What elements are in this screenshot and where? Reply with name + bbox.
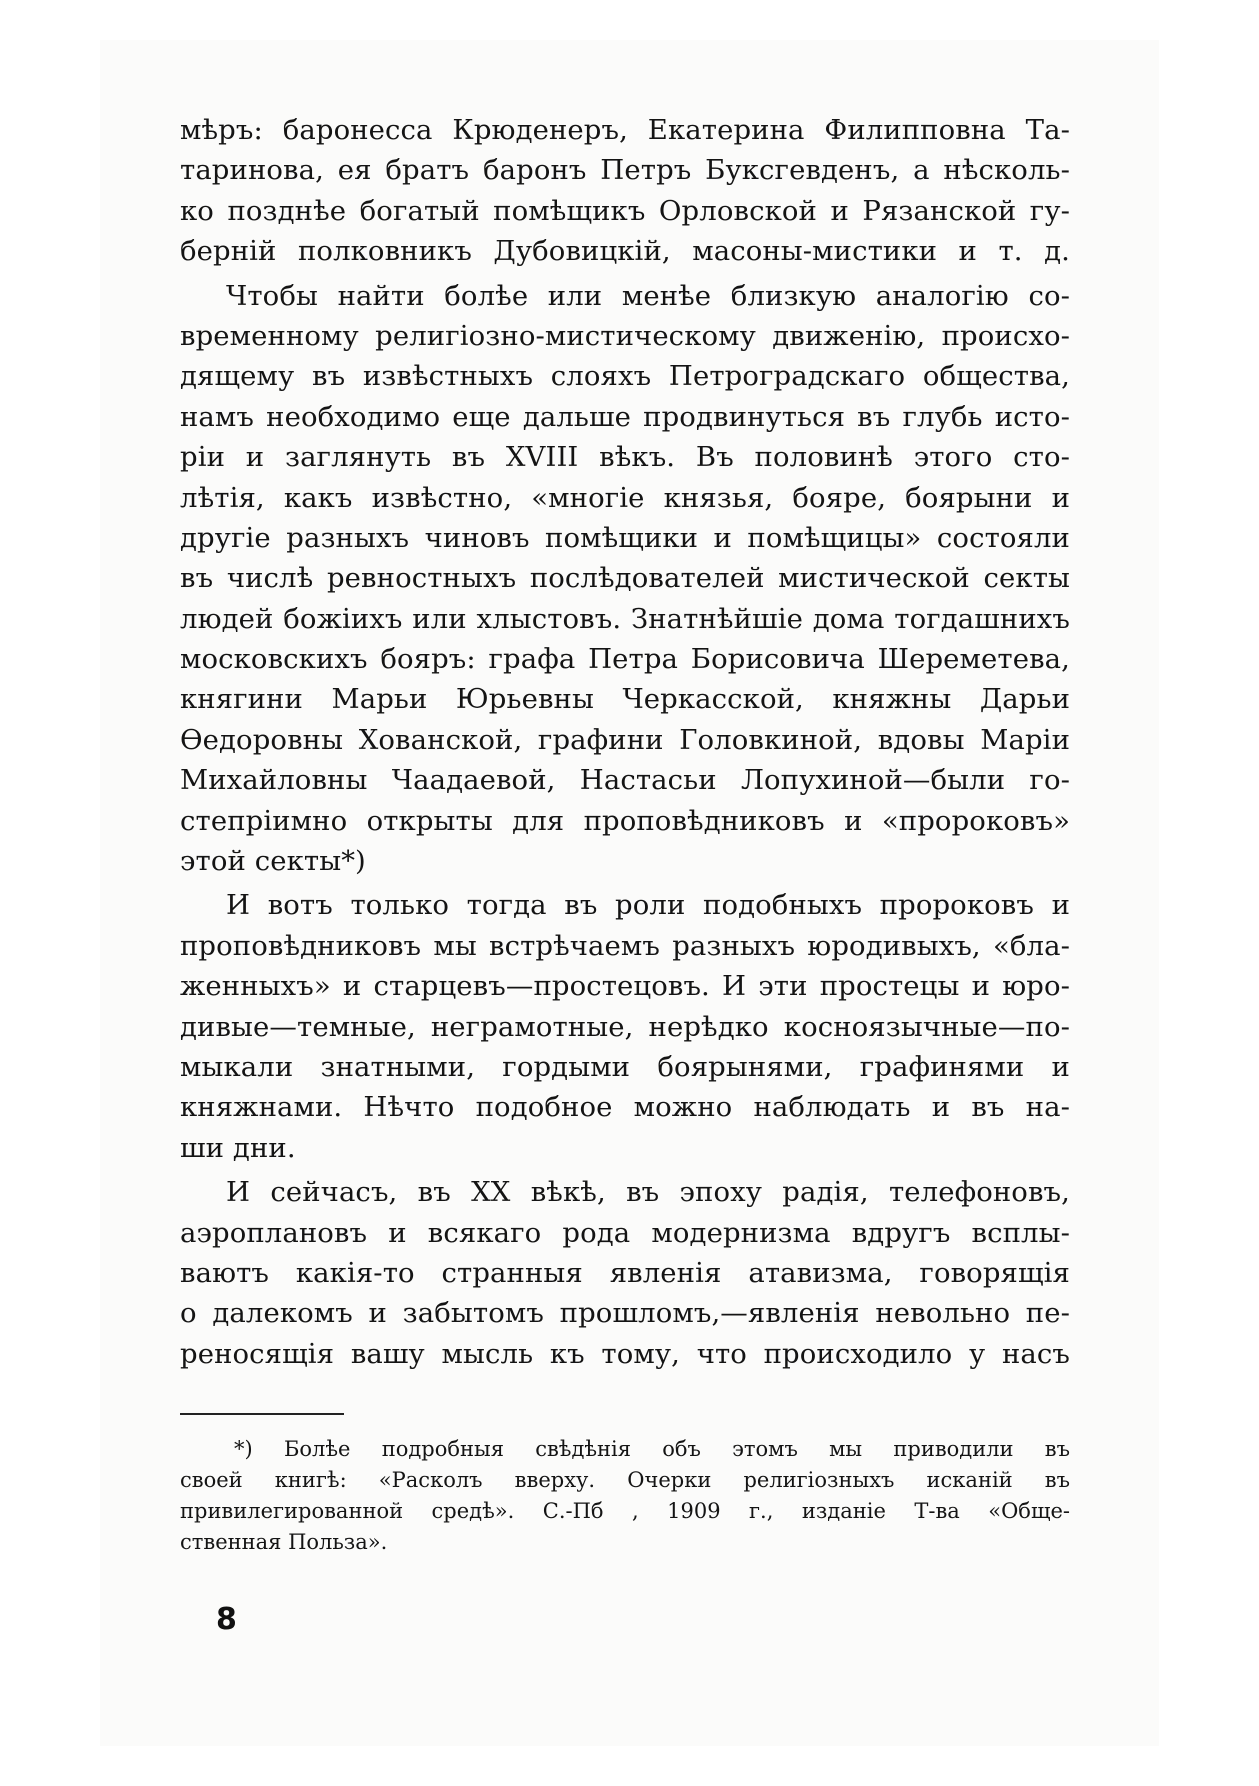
text-line: княжнами. Нѣчто подобное можно наблюдать и въ на- <box>180 1091 1070 1124</box>
paragraph-twentieth-century <box>180 1172 1070 1374</box>
text-line: дивые—темные, неграмотные, нерѣдко косноязычные—по- <box>180 1010 1070 1043</box>
footnote-line: своей книгѣ: «Расколъ вверху. Очерки религіозныхъ исканій въ <box>180 1468 1070 1492</box>
text-line: ріи и заглянуть въ XVIII вѣкъ. Въ половинѣ этого сто- <box>180 441 1070 474</box>
text-line: ши дни. <box>180 1131 296 1164</box>
text-line: о далекомъ и забытомъ прошломъ,—явленія невольно пе- <box>180 1297 1070 1330</box>
text-line: другіе разныхъ чиновъ помѣщики и помѣщицы» состояли <box>180 521 1070 554</box>
text-line: мыкали знатными, гордыми боярынями, графинями и <box>180 1050 1070 1083</box>
text-line: мѣръ: баронесса Крюденеръ, Екатерина Филипповна Та- <box>180 114 1070 146</box>
text-line: И сейчасъ, въ XX вѣкѣ, въ эпоху радія, телефоновъ, <box>226 1176 1070 1209</box>
footnote-line: *) Болѣе подробныя свѣдѣнія объ этомъ мы приводили въ <box>234 1437 1070 1461</box>
text-line: И вотъ только тогда въ роли подобныхъ пророковъ и <box>226 889 1070 922</box>
footnote <box>180 1434 1070 1558</box>
text-line: ваютъ какія-то странныя явленія атавизма, говорящія <box>180 1256 1070 1289</box>
main-text <box>180 110 1070 1374</box>
footnote-line: привилегированной средѣ». С.-Пб , 1909 г., изданіе Т-ва «Обще- <box>180 1499 1070 1523</box>
text-line: берній полковникъ Дубовицкій, масоны-мистики и т. д. <box>180 235 1070 268</box>
text-line: дящему въ извѣстныхъ слояхъ Петроградскаго общества, <box>180 360 1070 393</box>
text-line: въ числѣ ревностныхъ послѣдователей мистической секты <box>180 562 1070 595</box>
text-line: ко позднѣе богатый помѣщикъ Орловской и Рязанской гу- <box>180 194 1070 227</box>
paragraph-analogy <box>180 276 1070 882</box>
text-line: намъ необходимо еще дальше продвинуться въ глубь исто- <box>180 400 1070 433</box>
text-line: реносящія вашу мысль къ тому, что происходило у насъ <box>180 1337 1070 1370</box>
text-line: этой секты*) <box>180 845 366 878</box>
page-number: 8 <box>216 1602 237 1637</box>
text-line: лѣтія, какъ извѣстно, «многіе князья, бояре, боярыни и <box>180 481 1070 514</box>
text-line: женныхъ» и старцевъ—простецовъ. И эти простецы и юро- <box>180 970 1070 1003</box>
footnote-divider <box>180 1413 344 1415</box>
text-line: аэроплановъ и всякаго рода модернизма вдругъ всплы- <box>180 1216 1070 1249</box>
text-line: степріимно открыты для проповѣдниковъ и «пророковъ» <box>180 804 1070 837</box>
text-line: Ѳедоровны Хованской, графини Головкиной, вдовы Маріи <box>180 723 1070 756</box>
text-line: проповѣдниковъ мы встрѣчаемъ разныхъ юродивыхъ, «бла- <box>180 929 1070 962</box>
text-line: Михайловны Чаадаевой, Настасьи Лопухиной—были го- <box>180 764 1070 797</box>
text-line: временному религіозно-мистическому движенію, происхо- <box>180 319 1070 352</box>
text-line: людей божіихъ или хлыстовъ. Знатнѣйшіе дома тогдашнихъ <box>180 602 1070 635</box>
text-line: княгини Марьи Юрьевны Черкасской, княжны Дарьи <box>180 683 1070 716</box>
text-line: таринова, ея братъ баронъ Петръ Буксгевденъ, а нѣсколь- <box>180 154 1070 187</box>
paragraph-prophets <box>180 885 1070 1168</box>
footnote-line: ственная Польза». <box>180 1530 388 1554</box>
paragraph-continuation <box>180 110 1070 272</box>
text-line: московскихъ бояръ: графа Петра Борисовича Шереметева, <box>180 643 1070 676</box>
text-line: Чтобы найти болѣе или менѣе близкую аналогію со- <box>226 279 1070 312</box>
